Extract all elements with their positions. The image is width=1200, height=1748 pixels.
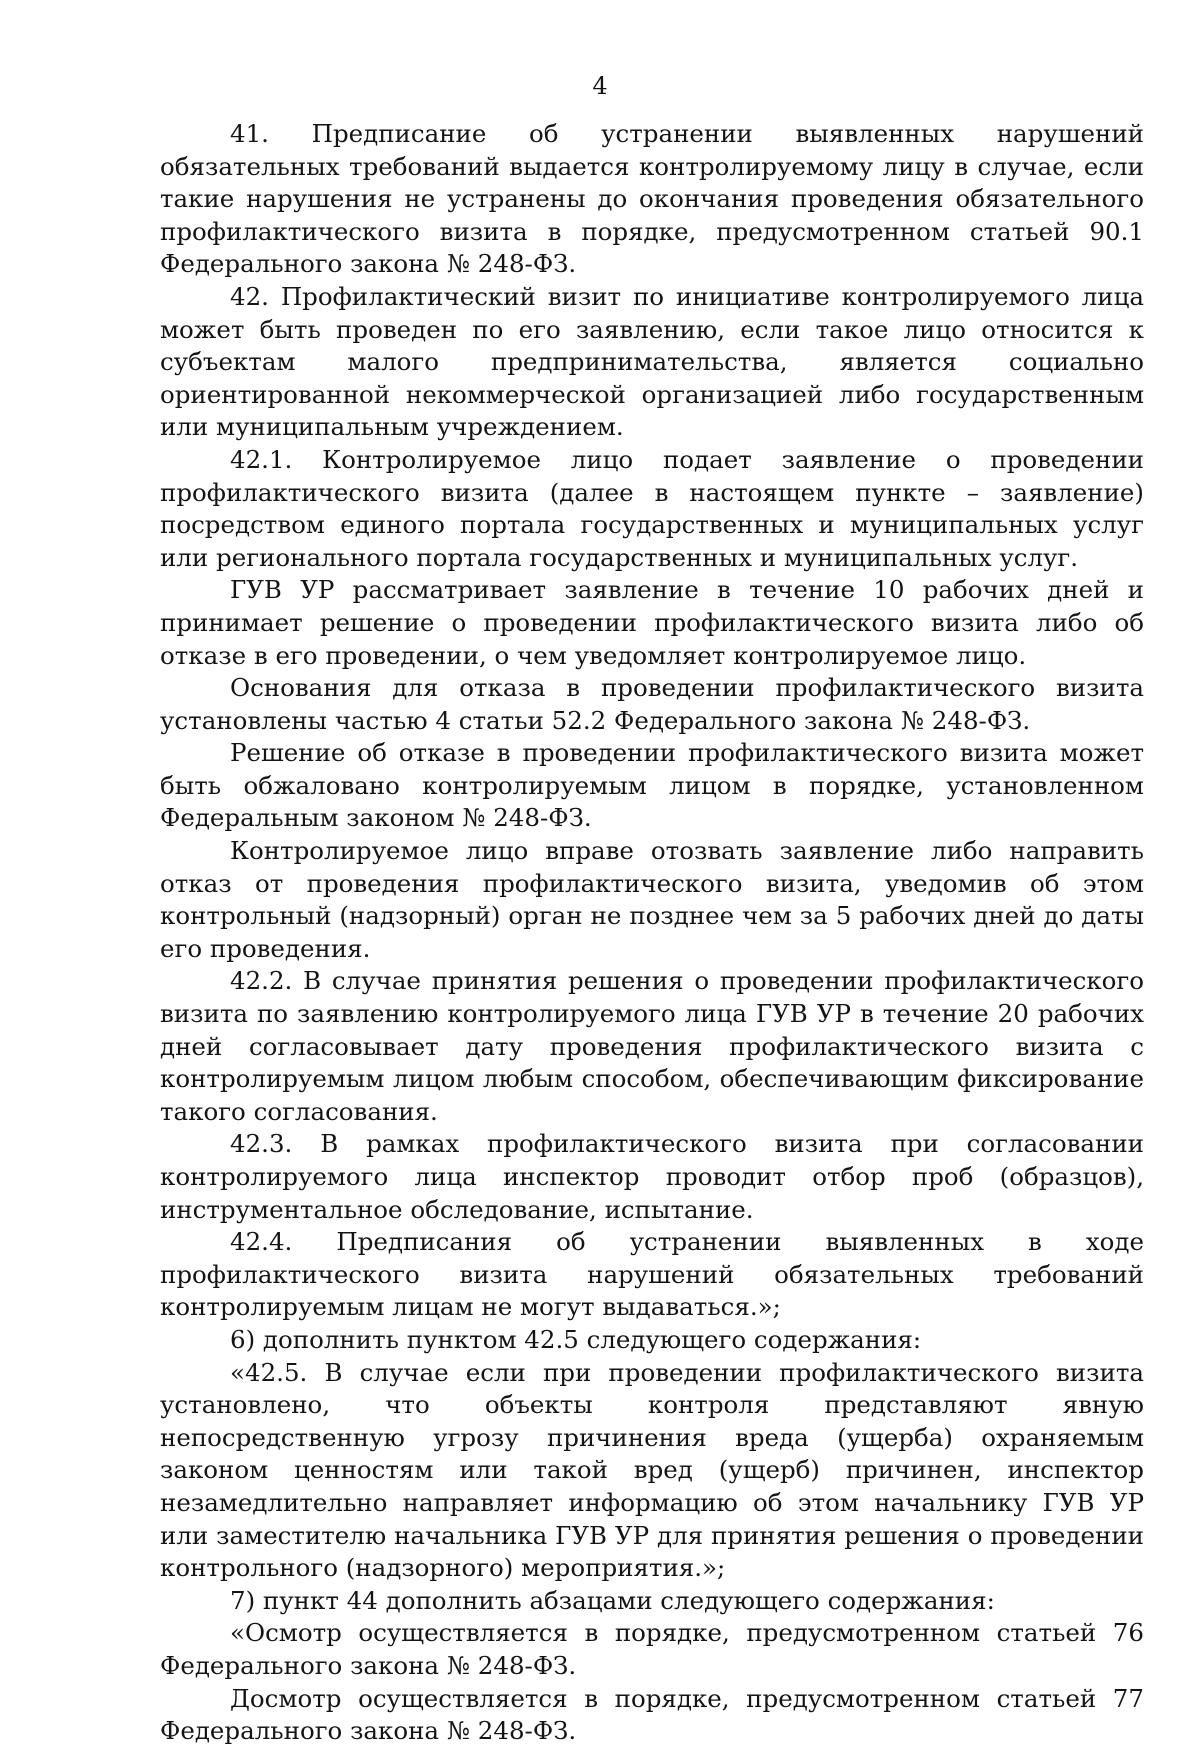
paragraph-42-1-review: ГУВ УР рассматривает заявление в течение 10 рабочих дней и принимает решение о проведении профилактического визита либо об отказе в его проведении, о чем уведомляет контролируемое лицо. — [160, 575, 1144, 670]
paragraph-41: 41. Предписание об устранении выявленных нарушений обязательных требований выдается контролируемому лицу в случае, если такие нарушения не устранены до окончания проведения обязательного профилактического визита в порядке, предусмотренном статьей 90.1 Федерального закона № 248-ФЗ. — [160, 119, 1144, 279]
paragraph-examination: Досмотр осуществляется в порядке, предусмотренном статьей 77 Федерального закона № 248-ФЗ. — [160, 1683, 1144, 1746]
paragraph-42-5: «42.5. В случае если при проведении профилактического визита установлено, что объекты контроля представляют явную непосредственную угрозу причинения вреда (ущерба) охраняемым законом ценностям или такой вред (ущерб) причинен, инспектор незамедлительно направляет информацию об этом начальнику ГУВ УР или заместителю начальника ГУВ УР для принятия решения о проведении контрольного (надзорного) мероприятия.»; — [160, 1357, 1144, 1583]
paragraph-item-7: 7) пункт 44 дополнить абзацами следующего содержания: — [230, 1585, 995, 1615]
paragraph-42-1-withdrawal: Контролируемое лицо вправе отозвать заявление либо направить отказ от проведения профилактического визита, уведомив об этом контрольный (надзорный) орган не позднее чем за 5 рабочих дней до даты его проведения. — [160, 836, 1144, 963]
paragraph-42-1-appeal: Решение об отказе в проведении профилактического визита может быть обжаловано контролируемым лицом в порядке, установленном Федеральным законом № 248-ФЗ. — [160, 738, 1144, 833]
paragraph-42: 42. Профилактический визит по инициативе контролируемого лица может быть проведен по его заявлению, если такое лицо относится к субъектам малого предпринимательства, является социально ориентированной некоммерческой организацией либо государственным или муниципальным учреждением. — [160, 281, 1144, 442]
paragraph-42-2: 42.2. В случае принятия решения о проведении профилактического визита по заявлению контролируемого лица ГУВ УР в течение 20 рабочих дней согласовывает дату проведения профилактического визита с контролируемым лицом любым способом, обеспечивающим фиксирование такого согласования. — [160, 966, 1144, 1126]
paragraph-item-6: 6) дополнить пунктом 42.5 следующего содержания: — [230, 1324, 922, 1354]
page-number: 4 — [592, 72, 608, 100]
document-body — [160, 118, 1144, 1748]
paragraph-42-4: 42.4. Предписания об устранении выявленных в ходе профилактического визита нарушений обязательных требований контролируемым лицам не могут выдаваться.»; — [160, 1227, 1144, 1322]
paragraph-42-1-refusal-grounds: Основания для отказа в проведении профилактического визита установлены частью 4 статьи 52.2 Федерального закона № 248-ФЗ. — [160, 673, 1144, 735]
paragraph-42-1: 42.1. Контролируемое лицо подает заявление о проведении профилактического визита (далее в настоящем пункте – заявление) посредством единого портала государственных и муниципальных услуг или регионального портала государственных и муниципальных услуг. — [160, 444, 1144, 572]
paragraph-inspection: «Осмотр осуществляется в порядке, предусмотренном статьей 76 Федерального закона № 248-ФЗ. — [160, 1618, 1144, 1680]
paragraph-42-3: 42.3. В рамках профилактического визита при согласовании контролируемого лица инспектор проводит отбор проб (образцов), инструментальное обследование, испытание. — [160, 1129, 1144, 1224]
